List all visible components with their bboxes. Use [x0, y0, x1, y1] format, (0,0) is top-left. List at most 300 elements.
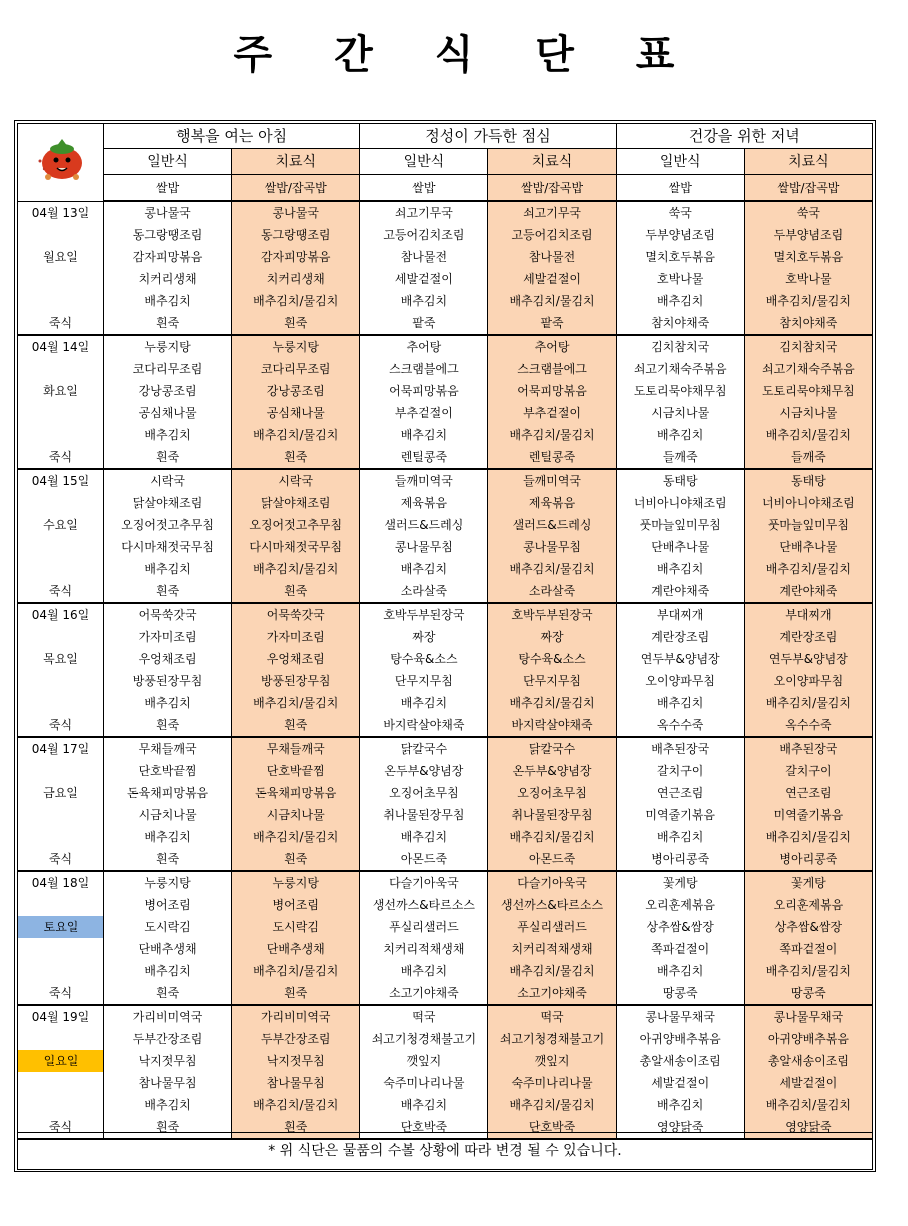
- therapy-dish-cell: 시금치나물: [744, 402, 872, 424]
- therapy-dish-cell: 우엉채조림: [232, 648, 360, 670]
- day-blank-cell: [18, 402, 104, 424]
- regular-dish-cell: 단무지무침: [360, 670, 488, 692]
- regular-dish-cell: 다시마채젓국무침: [104, 536, 232, 558]
- congee-label: 죽식: [18, 982, 104, 1005]
- therapy-dish-cell: 치커리생채: [232, 268, 360, 290]
- regular-dish-cell: 참나물무침: [104, 1072, 232, 1094]
- rice-cell: 쌀밥: [360, 175, 488, 202]
- regular-dish-cell: 추어탕: [360, 335, 488, 358]
- regular-dish-cell: 배추김치: [360, 692, 488, 714]
- regular-dish-cell: 다슬기아욱국: [360, 871, 488, 894]
- regular-dish-cell: 쇠고기무국: [360, 201, 488, 224]
- therapy-dish-cell: 영양닭죽: [744, 1116, 872, 1139]
- day-weekday: 월요일: [43, 250, 78, 264]
- regular-dish-cell: 배추김치: [104, 558, 232, 580]
- regular-dish-cell: 숙주미나리나물: [360, 1072, 488, 1094]
- menu-row: [18, 782, 873, 804]
- therapy-dish-cell: 시금치나물: [232, 804, 360, 826]
- therapy-dish-cell: 참나물무침: [232, 1072, 360, 1094]
- day-blank-cell: [18, 1028, 104, 1050]
- day-blank-cell: [18, 626, 104, 648]
- day-blank-cell: [18, 960, 104, 982]
- regular-dish-cell: 떡국: [360, 1005, 488, 1028]
- meal-header-lunch: 정성이 가득한 점심: [360, 124, 616, 149]
- regular-dish-cell: 아귀양배추볶음: [616, 1028, 744, 1050]
- regular-dish-cell: 배추김치: [104, 692, 232, 714]
- regular-dish-cell: 영양닭죽: [616, 1116, 744, 1139]
- therapy-dish-cell: 병어조림: [232, 894, 360, 916]
- menu-row: [18, 1094, 873, 1116]
- day-date: 04월 15일: [18, 469, 104, 492]
- day-blank-cell: [18, 804, 104, 826]
- therapy-dish-cell: 돈육채피망볶음: [232, 782, 360, 804]
- regular-dish-cell: 배추김치: [360, 424, 488, 446]
- therapy-dish-cell: 배추김치/물김치: [232, 558, 360, 580]
- therapy-dish-cell: 옥수수죽: [744, 714, 872, 737]
- regular-dish-cell: 콩나물무채국: [616, 1005, 744, 1028]
- regular-dish-cell: 갈치구이: [616, 760, 744, 782]
- menu-row: [18, 982, 873, 1005]
- regular-dish-cell: 참치야채죽: [616, 312, 744, 335]
- therapy-dish-cell: 누룽지탕: [232, 335, 360, 358]
- therapy-dish-cell: 강낭콩조림: [232, 380, 360, 402]
- regular-dish-cell: 취나물된장무침: [360, 804, 488, 826]
- regular-dish-cell: 부대찌개: [616, 603, 744, 626]
- regular-dish-cell: 너비아니야채조림: [616, 492, 744, 514]
- regular-dish-cell: 배추김치: [360, 826, 488, 848]
- regular-dish-cell: 감자피망볶음: [104, 246, 232, 268]
- regular-dish-cell: 낙지젓무침: [104, 1050, 232, 1072]
- therapy-dish-cell: 도토리묵야채무침: [744, 380, 872, 402]
- regular-dish-cell: 오징어초무침: [360, 782, 488, 804]
- therapy-dish-cell: 너비아니야채조림: [744, 492, 872, 514]
- therapy-dish-cell: 렌틸콩죽: [488, 446, 616, 469]
- therapy-dish-cell: 배추된장국: [744, 737, 872, 760]
- regular-dish-cell: 병아리콩죽: [616, 848, 744, 871]
- regular-dish-cell: 돈육채피망볶음: [104, 782, 232, 804]
- type-header-regular: 일반식: [104, 149, 232, 175]
- regular-dish-cell: 푸실리샐러드: [360, 916, 488, 938]
- day-weekday-cell: [18, 514, 104, 536]
- rice-cell: 쌀밥: [104, 175, 232, 202]
- regular-dish-cell: 온두부&양념장: [360, 760, 488, 782]
- therapy-dish-cell: 상추쌈&쌈장: [744, 916, 872, 938]
- regular-dish-cell: 배추김치: [104, 826, 232, 848]
- regular-dish-cell: 병어조림: [104, 894, 232, 916]
- therapy-dish-cell: 배추김치/물김치: [488, 960, 616, 982]
- regular-dish-cell: 배추김치: [104, 424, 232, 446]
- therapy-dish-cell: 배추김치/물김치: [744, 424, 872, 446]
- regular-dish-cell: 총알새송이조림: [616, 1050, 744, 1072]
- day-date: 04월 18일: [18, 871, 104, 894]
- regular-dish-cell: 오이양파무침: [616, 670, 744, 692]
- therapy-dish-cell: 취나물된장무침: [488, 804, 616, 826]
- therapy-dish-cell: 공심채나물: [232, 402, 360, 424]
- therapy-dish-cell: 스크램블에그: [488, 358, 616, 380]
- therapy-dish-cell: 제육볶음: [488, 492, 616, 514]
- regular-dish-cell: 도시락김: [104, 916, 232, 938]
- day-date: 04월 16일: [18, 603, 104, 626]
- regular-dish-cell: 시금치나물: [104, 804, 232, 826]
- therapy-dish-cell: 동그랑땡조림: [232, 224, 360, 246]
- regular-dish-cell: 호박두부된장국: [360, 603, 488, 626]
- therapy-dish-cell: 무채들깨국: [232, 737, 360, 760]
- menu-frame: [14, 120, 876, 1172]
- therapy-dish-cell: 단호박끝찜: [232, 760, 360, 782]
- regular-dish-cell: 어묵쑥갓국: [104, 603, 232, 626]
- regular-dish-cell: 흰죽: [104, 580, 232, 603]
- regular-dish-cell: 단배추나물: [616, 536, 744, 558]
- therapy-dish-cell: 세발겉절이: [744, 1072, 872, 1094]
- menu-row: [18, 358, 873, 380]
- regular-dish-cell: 계란야채죽: [616, 580, 744, 603]
- therapy-dish-cell: 호박나물: [744, 268, 872, 290]
- day-weekday: 수요일: [43, 518, 78, 532]
- tomato-mascot-icon: [26, 129, 96, 189]
- regular-dish-cell: 연두부&양념장: [616, 648, 744, 670]
- therapy-dish-cell: 연두부&양념장: [744, 648, 872, 670]
- therapy-dish-cell: 배추김치/물김치: [488, 290, 616, 312]
- regular-dish-cell: 단호박죽: [360, 1116, 488, 1139]
- menu-row: [18, 492, 873, 514]
- regular-dish-cell: 배추김치: [616, 558, 744, 580]
- regular-dish-cell: 배추김치: [360, 558, 488, 580]
- day-weekday-cell: [18, 782, 104, 804]
- regular-dish-cell: 풋마늘잎미무침: [616, 514, 744, 536]
- regular-dish-cell: 탕수육&소스: [360, 648, 488, 670]
- menu-row: [18, 246, 873, 268]
- day-date: 04월 14일: [18, 335, 104, 358]
- regular-dish-cell: 무채들깨국: [104, 737, 232, 760]
- regular-dish-cell: 바지락살야채죽: [360, 714, 488, 737]
- regular-dish-cell: 치커리적채생채: [360, 938, 488, 960]
- therapy-dish-cell: 배추김치/물김치: [232, 692, 360, 714]
- therapy-dish-cell: 흰죽: [232, 714, 360, 737]
- regular-dish-cell: 도토리묵야채무침: [616, 380, 744, 402]
- menu-row: [18, 201, 873, 224]
- day-weekday-cell: [18, 1050, 104, 1072]
- therapy-dish-cell: 콩나물무침: [488, 536, 616, 558]
- regular-dish-cell: 쑥국: [616, 201, 744, 224]
- regular-dish-cell: 호박나물: [616, 268, 744, 290]
- menu-row: [18, 714, 873, 737]
- therapy-dish-cell: 배추김치/물김치: [744, 960, 872, 982]
- therapy-dish-cell: 숙주미나리나물: [488, 1072, 616, 1094]
- day-date: 04월 17일: [18, 737, 104, 760]
- therapy-dish-cell: 부추겉절이: [488, 402, 616, 424]
- therapy-dish-cell: 배추김치/물김치: [744, 692, 872, 714]
- therapy-dish-cell: 고등어김치조림: [488, 224, 616, 246]
- regular-dish-cell: 배추김치: [616, 424, 744, 446]
- therapy-dish-cell: 짜장: [488, 626, 616, 648]
- page-title: 주 간 식 단 표: [233, 32, 699, 78]
- footer-note: * 위 식단은 물품의 수볼 상황에 따라 변경 될 수 있습니다.: [17, 1132, 873, 1170]
- therapy-dish-cell: 가리비미역국: [232, 1005, 360, 1028]
- therapy-dish-cell: 총알새송이조림: [744, 1050, 872, 1072]
- regular-dish-cell: 김치참치국: [616, 335, 744, 358]
- regular-dish-cell: 콩나물무침: [360, 536, 488, 558]
- therapy-dish-cell: 참나물전: [488, 246, 616, 268]
- therapy-dish-cell: 아귀양배추볶음: [744, 1028, 872, 1050]
- therapy-dish-cell: 흰죽: [232, 446, 360, 469]
- therapy-dish-cell: 배추김치/물김치: [232, 826, 360, 848]
- regular-dish-cell: 세발겉절이: [360, 268, 488, 290]
- therapy-dish-cell: 세발겉절이: [488, 268, 616, 290]
- regular-dish-cell: 오리훈제볶음: [616, 894, 744, 916]
- regular-dish-cell: 흰죽: [104, 446, 232, 469]
- menu-row: [18, 402, 873, 424]
- therapy-dish-cell: 쇠고기채숙주볶음: [744, 358, 872, 380]
- regular-dish-cell: 쪽파겉절이: [616, 938, 744, 960]
- therapy-dish-cell: 호박두부된장국: [488, 603, 616, 626]
- meal-header-breakfast: 행복을 여는 아침: [104, 124, 360, 149]
- therapy-dish-cell: 떡국: [488, 1005, 616, 1028]
- therapy-dish-cell: 멸치호두볶음: [744, 246, 872, 268]
- regular-dish-cell: 코다리무조림: [104, 358, 232, 380]
- regular-dish-cell: 미역줄기볶음: [616, 804, 744, 826]
- regular-dish-cell: 배추김치: [360, 1094, 488, 1116]
- regular-dish-cell: 부추겉절이: [360, 402, 488, 424]
- regular-dish-cell: 제육볶음: [360, 492, 488, 514]
- regular-dish-cell: 렌틸콩죽: [360, 446, 488, 469]
- congee-label: 죽식: [18, 1116, 104, 1139]
- regular-dish-cell: 배추김치: [104, 290, 232, 312]
- regular-dish-cell: 고등어김치조림: [360, 224, 488, 246]
- therapy-dish-cell: 흰죽: [232, 1116, 360, 1139]
- day-weekday-cell: [18, 380, 104, 402]
- therapy-dish-cell: 단호박죽: [488, 1116, 616, 1139]
- menu-row: [18, 290, 873, 312]
- therapy-dish-cell: 팥죽: [488, 312, 616, 335]
- therapy-dish-cell: 오리훈제볶음: [744, 894, 872, 916]
- regular-dish-cell: 쇠고기청경채불고기: [360, 1028, 488, 1050]
- day-blank-cell: [18, 1094, 104, 1116]
- day-blank-cell: [18, 558, 104, 580]
- regular-dish-cell: 쇠고기채숙주볶음: [616, 358, 744, 380]
- menu-row: [18, 224, 873, 246]
- day-weekday: 금요일: [43, 786, 78, 800]
- day-blank-cell: [18, 894, 104, 916]
- regular-dish-cell: 상추쌈&쌈장: [616, 916, 744, 938]
- day-blank-cell: [18, 358, 104, 380]
- menu-row: [18, 648, 873, 670]
- menu-row: [18, 580, 873, 603]
- menu-row: [18, 894, 873, 916]
- regular-dish-cell: 가자미조림: [104, 626, 232, 648]
- regular-dish-cell: 어묵피망볶음: [360, 380, 488, 402]
- regular-dish-cell: 들깨미역국: [360, 469, 488, 492]
- regular-dish-cell: 스크램블에그: [360, 358, 488, 380]
- therapy-dish-cell: 치커리적채생채: [488, 938, 616, 960]
- menu-row: [18, 268, 873, 290]
- regular-dish-cell: 동그랑땡조림: [104, 224, 232, 246]
- menu-row: [18, 626, 873, 648]
- regular-dish-cell: 치커리생채: [104, 268, 232, 290]
- menu-row: [18, 514, 873, 536]
- regular-dish-cell: 생선까스&타르소스: [360, 894, 488, 916]
- therapy-dish-cell: 생선까스&타르소스: [488, 894, 616, 916]
- regular-dish-cell: 배추김치: [360, 960, 488, 982]
- type-header-regular: 일반식: [360, 149, 488, 175]
- regular-dish-cell: 옥수수죽: [616, 714, 744, 737]
- day-blank-cell: [18, 760, 104, 782]
- regular-dish-cell: 배추김치: [360, 290, 488, 312]
- day-weekday-cell: [18, 648, 104, 670]
- therapy-dish-cell: 닭칼국수: [488, 737, 616, 760]
- therapy-dish-cell: 참치야채죽: [744, 312, 872, 335]
- day-weekday-cell: [18, 246, 104, 268]
- regular-dish-cell: 배추김치: [104, 960, 232, 982]
- regular-dish-cell: 참나물전: [360, 246, 488, 268]
- therapy-dish-cell: 흰죽: [232, 580, 360, 603]
- therapy-dish-cell: 깻잎지: [488, 1050, 616, 1072]
- therapy-dish-cell: 단무지무침: [488, 670, 616, 692]
- regular-dish-cell: 방풍된장무침: [104, 670, 232, 692]
- congee-label: 죽식: [18, 848, 104, 871]
- menu-row: [18, 871, 873, 894]
- therapy-dish-cell: 들깨죽: [744, 446, 872, 469]
- therapy-dish-cell: 계란야채죽: [744, 580, 872, 603]
- therapy-dish-cell: 흰죽: [232, 312, 360, 335]
- day-blank-cell: [18, 1072, 104, 1094]
- therapy-dish-cell: 낙지젓무침: [232, 1050, 360, 1072]
- therapy-dish-cell: 푸실리샐러드: [488, 916, 616, 938]
- regular-dish-cell: 강낭콩조림: [104, 380, 232, 402]
- rice-cell: 쌀밥/잡곡밥: [232, 175, 360, 202]
- regular-dish-cell: 시락국: [104, 469, 232, 492]
- therapy-dish-cell: 배추김치/물김치: [232, 290, 360, 312]
- day-blank-cell: [18, 692, 104, 714]
- menu-row: [18, 1072, 873, 1094]
- regular-dish-cell: 흰죽: [104, 848, 232, 871]
- therapy-dish-cell: 쇠고기무국: [488, 201, 616, 224]
- therapy-dish-cell: 단배추생채: [232, 938, 360, 960]
- therapy-dish-cell: 닭살야채조림: [232, 492, 360, 514]
- therapy-dish-cell: 다슬기아욱국: [488, 871, 616, 894]
- menu-row: [18, 760, 873, 782]
- day-blank-cell: [18, 938, 104, 960]
- regular-dish-cell: 아몬드죽: [360, 848, 488, 871]
- day-date: 04월 19일: [18, 1005, 104, 1028]
- therapy-dish-cell: 쑥국: [744, 201, 872, 224]
- therapy-dish-cell: 배추김치/물김치: [744, 826, 872, 848]
- day-weekday: 화요일: [43, 384, 78, 398]
- therapy-dish-cell: 소고기야채죽: [488, 982, 616, 1005]
- day-date: 04월 13일: [18, 201, 104, 224]
- therapy-dish-cell: 탕수육&소스: [488, 648, 616, 670]
- congee-label: 죽식: [18, 714, 104, 737]
- regular-dish-cell: 배추김치: [616, 290, 744, 312]
- regular-dish-cell: 두부간장조림: [104, 1028, 232, 1050]
- day-blank-cell: [18, 424, 104, 446]
- therapy-dish-cell: 코다리무조림: [232, 358, 360, 380]
- weekly-menu-table: [17, 123, 873, 1140]
- therapy-dish-cell: 갈치구이: [744, 760, 872, 782]
- menu-row: [18, 558, 873, 580]
- menu-row: [18, 670, 873, 692]
- regular-dish-cell: 배추김치: [616, 1094, 744, 1116]
- therapy-dish-cell: 배추김치/물김치: [488, 692, 616, 714]
- regular-dish-cell: 들깨죽: [616, 446, 744, 469]
- therapy-dish-cell: 배추김치/물김치: [744, 1094, 872, 1116]
- day-blank-cell: [18, 268, 104, 290]
- therapy-dish-cell: 오징어초무침: [488, 782, 616, 804]
- regular-dish-cell: 배추김치: [616, 960, 744, 982]
- therapy-dish-cell: 배추김치/물김치: [744, 558, 872, 580]
- therapy-dish-cell: 방풍된장무침: [232, 670, 360, 692]
- meal-header-dinner: 건강을 위한 저녁: [616, 124, 872, 149]
- regular-dish-cell: 배추된장국: [616, 737, 744, 760]
- menu-row: [18, 469, 873, 492]
- rice-cell: 쌀밥/잡곡밥: [744, 175, 872, 202]
- therapy-dish-cell: 단배추나물: [744, 536, 872, 558]
- therapy-dish-cell: 배추김치/물김치: [232, 424, 360, 446]
- regular-dish-cell: 흰죽: [104, 312, 232, 335]
- therapy-dish-cell: 콩나물국: [232, 201, 360, 224]
- menu-row: [18, 536, 873, 558]
- regular-dish-cell: 짜장: [360, 626, 488, 648]
- regular-dish-cell: 오징어젓고추무침: [104, 514, 232, 536]
- regular-dish-cell: 소고기야채죽: [360, 982, 488, 1005]
- therapy-dish-cell: 다시마채젓국무침: [232, 536, 360, 558]
- day-blank-cell: [18, 536, 104, 558]
- regular-dish-cell: 배추김치: [616, 692, 744, 714]
- therapy-dish-cell: 샐러드&드레싱: [488, 514, 616, 536]
- therapy-dish-cell: 동태탕: [744, 469, 872, 492]
- therapy-dish-cell: 오이양파무침: [744, 670, 872, 692]
- day-blank-cell: [18, 670, 104, 692]
- menu-row: [18, 938, 873, 960]
- regular-dish-cell: 단배추생채: [104, 938, 232, 960]
- regular-dish-cell: 흰죽: [104, 982, 232, 1005]
- therapy-dish-cell: 온두부&양념장: [488, 760, 616, 782]
- therapy-dish-cell: 쇠고기청경채불고기: [488, 1028, 616, 1050]
- menu-row: [18, 804, 873, 826]
- therapy-dish-cell: 오징어젓고추무침: [232, 514, 360, 536]
- regular-dish-cell: 흰죽: [104, 714, 232, 737]
- therapy-dish-cell: 어묵피망볶음: [488, 380, 616, 402]
- regular-dish-cell: 꽃게탕: [616, 871, 744, 894]
- therapy-dish-cell: 흰죽: [232, 982, 360, 1005]
- therapy-dish-cell: 두부양념조림: [744, 224, 872, 246]
- day-blank-cell: [18, 290, 104, 312]
- type-header-therapy: 치료식: [744, 149, 872, 175]
- regular-dish-cell: 세발겉절이: [616, 1072, 744, 1094]
- regular-dish-cell: 동태탕: [616, 469, 744, 492]
- therapy-dish-cell: 시락국: [232, 469, 360, 492]
- therapy-dish-cell: 누룽지탕: [232, 871, 360, 894]
- day-weekday: 토요일: [18, 916, 104, 938]
- regular-dish-cell: 두부양념조림: [616, 224, 744, 246]
- congee-label: 죽식: [18, 312, 104, 335]
- therapy-dish-cell: 배추김치/물김치: [488, 424, 616, 446]
- regular-dish-cell: 가리비미역국: [104, 1005, 232, 1028]
- day-weekday: 목요일: [43, 652, 78, 666]
- rice-cell: 쌀밥/잡곡밥: [488, 175, 616, 202]
- regular-dish-cell: 샐러드&드레싱: [360, 514, 488, 536]
- menu-row: [18, 848, 873, 871]
- therapy-dish-cell: 바지락살야채죽: [488, 714, 616, 737]
- regular-dish-cell: 누룽지탕: [104, 335, 232, 358]
- menu-row: [18, 1005, 873, 1028]
- congee-label: 죽식: [18, 446, 104, 469]
- type-header-regular: 일반식: [616, 149, 744, 175]
- regular-dish-cell: 닭칼국수: [360, 737, 488, 760]
- therapy-dish-cell: 배추김치/물김치: [744, 290, 872, 312]
- therapy-dish-cell: 배추김치/물김치: [488, 826, 616, 848]
- therapy-dish-cell: 연근조림: [744, 782, 872, 804]
- menu-row: [18, 380, 873, 402]
